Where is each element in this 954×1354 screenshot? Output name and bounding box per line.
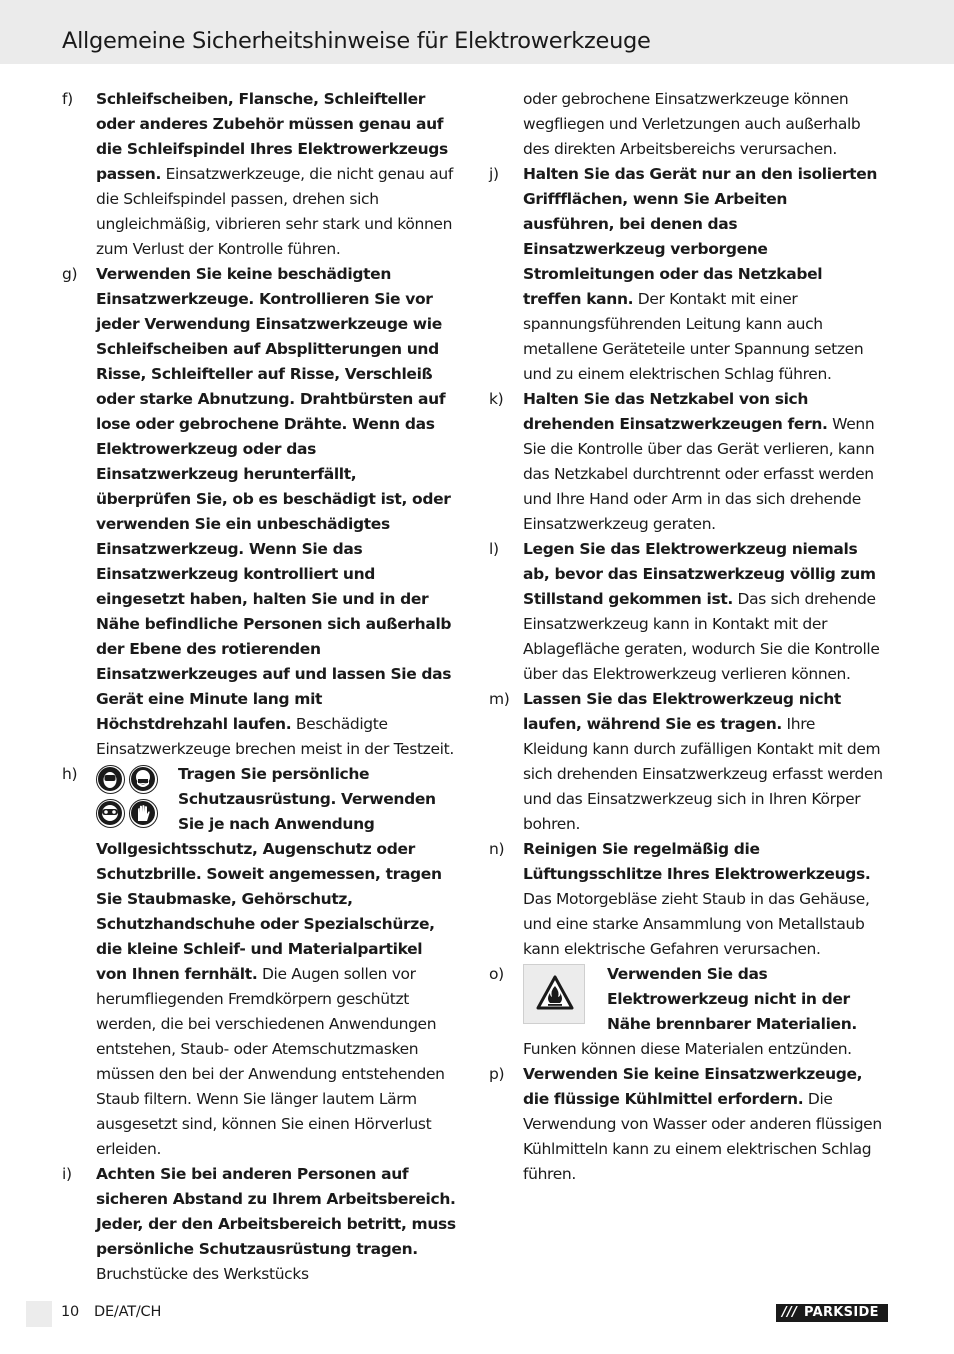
- item-text: Beschädigte Einsatzwerkzeuge brechen meist in der Testzeit.: [96, 715, 454, 758]
- brand-logo: [776, 1304, 888, 1322]
- item-heading: Verwenden Sie keine beschädigten Einsatzwerkzeuge. Kontrollieren Sie vor jeder Verwendung Einsatzwerkzeuge wie Schleifscheiben auf Absplitterungen und Risse, Schleifteller auf Risse, Verschleiß oder starke Abnutzung. Drahtbürsten auf lose oder gebrochene Drähte. Wenn das Elektrowerkzeug oder das Einsatzwerkzeug herunterfällt, überprüfen Sie, ob es beschädigt ist, oder verwenden Sie ein unbeschädigtes Einsatzwerkzeug. Wenn Sie das Einsatzwerkzeug kontrolliert und eingesetzt haben, halten Sie und in der Nähe befindliche Personen sich außerhalb der Ebene des rotierenden Einsatzwerkzeuges auf und lassen Sie das Gerät eine Minute lang mit Höchstdrehzahl laufen.: [96, 265, 452, 733]
- item-text: Das sich drehende Einsatzwerkzeug kann in Kontakt mit der Ablagefläche geraten, wodurch Sie die Kontrolle über das Elektrowerkzeug verlieren können.: [523, 590, 880, 683]
- ppe-icons: [96, 765, 158, 835]
- instruction-item-g: [62, 262, 456, 762]
- face-shield-icon: [96, 765, 125, 794]
- item-text: Der Kontakt mit einer spannungsführenden Leitung kann auch metallene Geräteteile unter Spannung setzen und zu einem elektrischen Schlag führen.: [523, 290, 864, 383]
- item-heading: Verwenden Sie das Elektrowerkzeug nicht in der Nähe brennbarer Materialien.: [607, 965, 857, 1033]
- item-letter: f): [62, 90, 73, 108]
- item-text: Einsatzwerkzeuge, die nicht genau auf die Schleifspindel passen, drehen sich ungleichmäßig, vibrieren sehr stark und können zum Verlust der Kontrolle führen.: [96, 165, 453, 258]
- item-heading: Halten Sie das Gerät nur an den isolierten Griffflächen, wenn Sie Arbeiten ausführen, bei denen das Einsatzwerkzeug verborgene Stromleitungen oder das Netzkabel treffen kann.: [523, 165, 878, 308]
- item-heading: Reinigen Sie regelmäßig die Lüftungsschlitze Ihres Elektrowerkzeugs.: [523, 840, 871, 883]
- item-letter: n): [489, 840, 505, 858]
- instruction-item-i: [62, 1162, 456, 1287]
- item-letter: h): [62, 765, 78, 783]
- item-text: Wenn Sie die Kontrolle über das Gerät verlieren, kann das Netzkabel durchtrennt oder erfasst werden und Ihre Hand oder Arm in das sich drehende Einsatzwerkzeug geraten.: [523, 415, 875, 533]
- brand-name: PARKSIDE: [804, 1305, 879, 1320]
- item-heading: Halten Sie das Netzkabel von sich drehenden Einsatzwerkzeugen fern.: [523, 390, 828, 433]
- item-letter: j): [489, 165, 499, 183]
- left-column: [62, 87, 456, 1287]
- brand-slashes: ///: [782, 1305, 798, 1320]
- item-heading: Legen Sie das Elektrowerkzeug niemals ab, bevor das Einsatzwerkzeug völlig zum Stillstand gekommen ist.: [523, 540, 876, 608]
- item-letter: i): [62, 1165, 72, 1183]
- item-heading: Achten Sie bei anderen Personen auf sicheren Abstand zu Ihrem Arbeitsbereich. Jeder, der den Arbeitsbereich betritt, muss persönliche Schutzausrüstung tragen.: [96, 1165, 456, 1258]
- item-text: Ihre Kleidung kann durch zufälligen Kontakt mit dem sich drehenden Einsatzwerkzeug erfasst werden und das Einsatzwerkzeug sich in Ihren Körper bohren.: [523, 715, 883, 833]
- instruction-item-l: [489, 537, 883, 687]
- instruction-item-o: [489, 962, 883, 1062]
- item-text: Die Augen sollen vor herumfliegenden Fremdkörpern geschützt werden, die bei verschiedenen Anwendungen entstehen, Staub- oder Atemschutzmasken müssen den bei der Anwendung entstehenden Staub filtern. Wenn Sie länger lautem Lärm ausgesetzt sind, können Sie einen Hörverlust erleiden.: [96, 965, 445, 1158]
- item-text: Die Verwendung von Wasser oder anderen flüssigen Kühlmitteln kann zu einem elektrischen Schlag führen.: [523, 1090, 882, 1183]
- gloves-icon: [129, 799, 158, 828]
- item-text: Bruchstücke des Werkstücks: [96, 1265, 309, 1283]
- footer-marker: [26, 1301, 52, 1327]
- page-header: [0, 0, 954, 64]
- fire-warning-icon: [523, 964, 585, 1024]
- instruction-item-h: [62, 762, 456, 1162]
- item-text: Funken können diese Materialen entzünden.: [523, 1040, 852, 1058]
- dust-mask-icon: [129, 765, 158, 794]
- item-text: Das Motorgebläse zieht Staub in das Gehäuse, und eine starke Ansammlung von Metallstaub kann elektrische Gefahren verursachen.: [523, 890, 870, 958]
- instruction-item-j: [489, 162, 883, 387]
- instruction-item-k: [489, 387, 883, 537]
- instruction-item-n: [489, 837, 883, 962]
- item-letter: k): [489, 390, 504, 408]
- language-code: DE/AT/CH: [94, 1304, 162, 1320]
- item-letter: o): [489, 965, 504, 983]
- instruction-item-f: [62, 87, 456, 262]
- item-letter: m): [489, 690, 510, 708]
- item-heading: Lassen Sie das Elektrowerkzeug nicht laufen, während Sie es tragen.: [523, 690, 841, 733]
- item-heading: Tragen Sie persönliche Schutzausrüstung. Verwenden Sie je nach Anwendung Vollgesichtsschutz, Augenschutz oder Schutzbrille. Soweit angemessen, tragen Sie Staubmaske, Gehörschutz, Schutzhandschuhe oder Spezialschürze, die kleine Schleif- und Materialpartikel von Ihnen fernhält.: [96, 765, 442, 983]
- item-heading: Verwenden Sie keine Einsatzwerkzeuge, die flüssige Kühlmittel erfordern.: [523, 1065, 863, 1108]
- goggles-icon: [96, 799, 125, 828]
- item-letter: p): [489, 1065, 505, 1083]
- page-title: Allgemeine Sicherheitshinweise für Elektrowerkzeuge: [62, 28, 651, 54]
- item-i-continuation: oder gebrochene Einsatzwerkzeuge können wegfliegen und Verletzungen auch außerhalb des direkten Arbeitsbereichs verursachen.: [523, 90, 861, 158]
- item-heading: Schleifscheiben, Flansche, Schleifteller oder anderes Zubehör müssen genau auf die Schleifspindel Ihres Elektrowerkzeugs passen.: [96, 90, 448, 183]
- instruction-item-p: [489, 1062, 883, 1187]
- item-letter: l): [489, 540, 499, 558]
- page-number: 10: [61, 1304, 80, 1320]
- item-letter: g): [62, 265, 78, 283]
- instruction-item-m: [489, 687, 883, 837]
- right-column: [489, 87, 883, 1187]
